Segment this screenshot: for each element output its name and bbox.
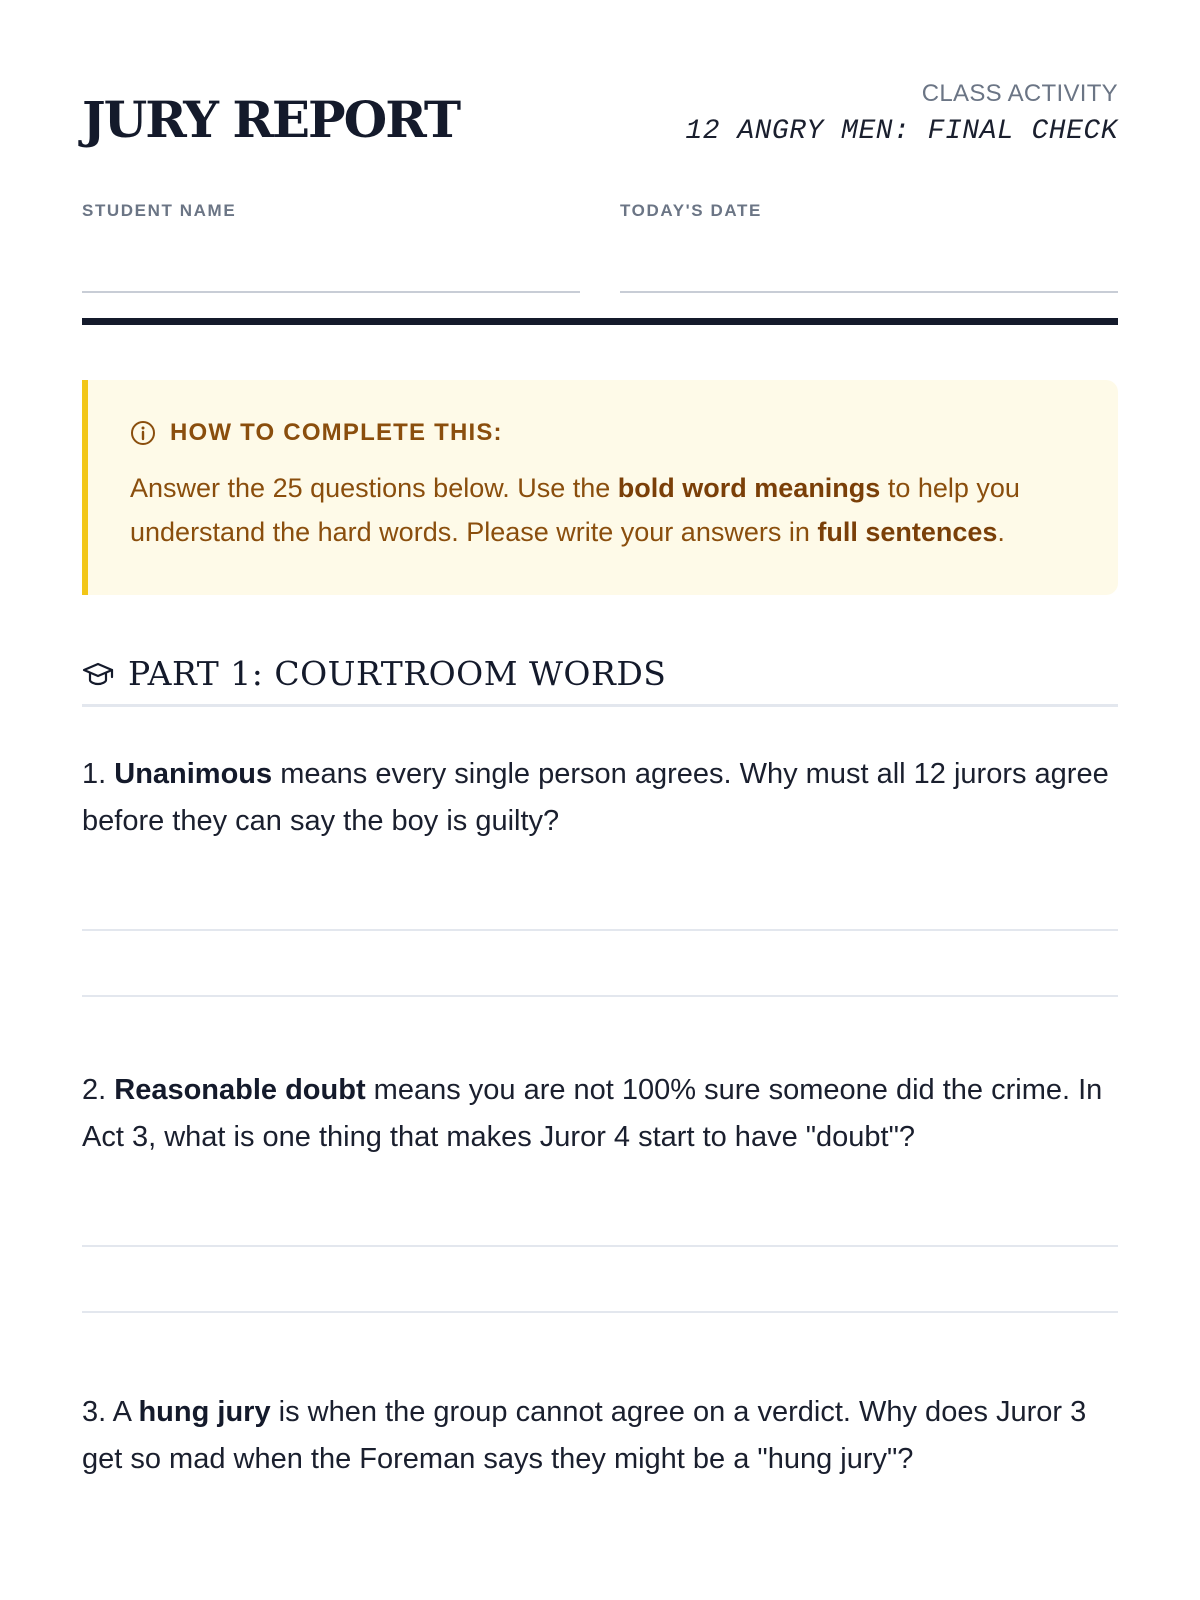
student-name-input-line[interactable] [82, 237, 580, 293]
answer-area[interactable] [82, 1181, 1118, 1313]
question-prefix: A [112, 1396, 139, 1428]
question-term: Unanimous [114, 758, 273, 790]
question-text [82, 1067, 1118, 1161]
answer-line[interactable] [82, 931, 1118, 997]
instructions-bold-2: full sentences [817, 517, 998, 547]
answer-line[interactable] [82, 1247, 1118, 1313]
section-title: PART 1: COURTROOM WORDS [128, 654, 667, 693]
date-input-line[interactable] [620, 237, 1118, 293]
instructions-text-3: . [997, 517, 1005, 547]
answer-line[interactable] [82, 1181, 1118, 1247]
question-text [82, 751, 1118, 845]
question-1 [82, 751, 1118, 997]
header [82, 0, 1118, 170]
student-name-field [82, 202, 580, 293]
instructions-body [130, 466, 1078, 554]
instructions-heading: HOW TO COMPLETE THIS: [170, 419, 503, 446]
question-number: 1. [82, 758, 107, 790]
answer-area[interactable] [82, 865, 1118, 997]
student-name-label: STUDENT NAME [82, 201, 237, 220]
instructions-text-1: Answer the 25 questions below. Use the [130, 473, 618, 503]
graduation-cap-icon [82, 658, 114, 690]
question-body: means you are not 100% sure someone did the crime. In Act 3, what is one thing that makes Juror 4 start to have "doubt"? [82, 1074, 1103, 1153]
page-title: JURY REPORT [82, 90, 460, 149]
instructions-text-2: to help you understand the hard words. Please write your answers in [130, 473, 1020, 547]
instructions-bold-1: bold word meanings [617, 473, 881, 503]
question-text [82, 1389, 1118, 1483]
question-3 [82, 1389, 1118, 1483]
question-2 [82, 1067, 1118, 1313]
question-number: 2. [82, 1074, 107, 1106]
date-field [620, 202, 1118, 293]
answer-line[interactable] [82, 865, 1118, 931]
date-label: TODAY'S DATE [620, 201, 762, 220]
header-divider [82, 318, 1118, 325]
question-body: is when the group cannot agree on a verdict. Why does Juror 3 get so mad when the Foreman says they might be a "hung jury"? [82, 1396, 1087, 1475]
instructions-box [82, 380, 1118, 595]
section-heading [82, 654, 1118, 707]
question-term: Reasonable doubt [114, 1074, 366, 1106]
info-fields [82, 170, 1118, 320]
info-icon [130, 420, 156, 446]
activity-block [685, 82, 1118, 146]
question-term: hung jury [138, 1396, 271, 1428]
activity-label: CLASS ACTIVITY [921, 80, 1118, 107]
question-number: 3. [82, 1396, 107, 1428]
activity-subtitle: 12 ANGRY MEN: FINAL CHECK [685, 116, 1118, 147]
question-body: means every single person agrees. Why must all 12 jurors agree before they can say the boy is guilty? [82, 758, 1109, 837]
instructions-heading-row [130, 420, 1078, 446]
